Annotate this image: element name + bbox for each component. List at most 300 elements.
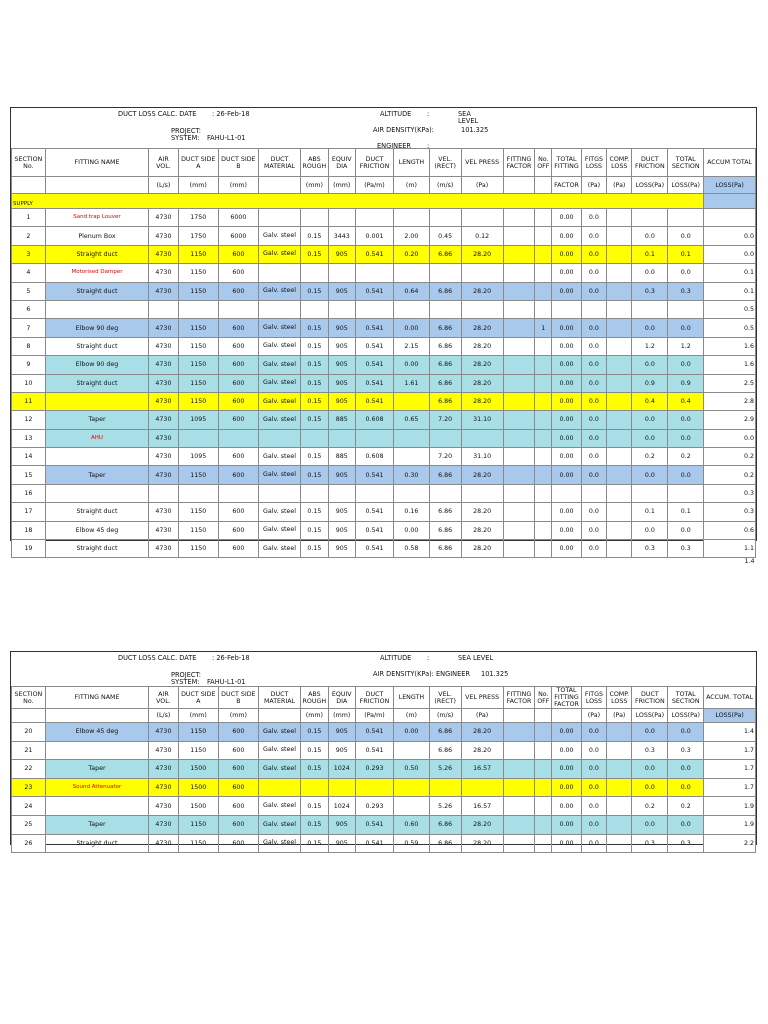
cell-velocity: 6.86 (429, 834, 461, 853)
cell-equiv-dia: 905 (328, 723, 355, 742)
cell-comp-loss (607, 484, 632, 502)
cell-velocity: 0.45 (429, 227, 461, 245)
table-row (12, 319, 756, 337)
cell-no-off (535, 540, 552, 558)
cell-duct-side-a: 1095 (178, 448, 218, 466)
cell-accum-total-loss: 1.7 (704, 741, 756, 760)
column-header-fitting-factor: FITTING FACTOR (503, 687, 535, 709)
cell-velocity (429, 429, 461, 447)
cell-duct-friction-loss (632, 484, 668, 502)
cell-fitting-name: Taper (45, 760, 148, 779)
cell-total-section-loss: 0.0 (668, 760, 704, 779)
cell-total-fitting-factor: 0.00 (552, 319, 582, 337)
cell-duct-material: Galv. steel (258, 227, 300, 245)
column-unit-fitting-name (45, 177, 148, 194)
cell-fittings-loss: 0.0 (581, 245, 606, 263)
column-header-duct-side-a: DUCT SIDE A (178, 687, 218, 709)
cell-accum-total-loss: 1.7 (704, 778, 756, 797)
cell-velocity (429, 264, 461, 282)
cell-accum-total-loss: 0.2 (704, 448, 756, 466)
cell-duct-material (258, 264, 300, 282)
cell-fittings-loss: 0.0 (581, 411, 606, 429)
cell-duct-side-a: 1095 (178, 411, 218, 429)
cell-no-off (535, 264, 552, 282)
column-unit-vel-press: (Pa) (461, 709, 503, 723)
cell-no-off (535, 245, 552, 263)
column-header-fitting-factor: FITTING FACTOR (503, 149, 535, 177)
cell-equiv-dia: 885 (328, 411, 355, 429)
cell-total-section-loss: 0.0 (668, 521, 704, 539)
cell-air-vol: 4730 (149, 778, 179, 797)
cell-accum-total-loss: 2.5 (704, 374, 756, 392)
column-header-no-off: No. OFF (535, 687, 552, 709)
cell-total-section-loss: 0.0 (668, 723, 704, 742)
cell-abs-rough (301, 778, 328, 797)
cell-velocity: 5.26 (429, 760, 461, 779)
cell-length: 0.58 (393, 540, 429, 558)
cell-duct-side-b: 600 (218, 503, 258, 521)
column-header-duct-friction: DUCT FRICTION (355, 149, 393, 177)
cell-section-no: 26 (12, 834, 46, 853)
cell-no-off (535, 466, 552, 484)
cell-duct-side-a: 1500 (178, 778, 218, 797)
column-unit-equiv-dia: (mm) (328, 177, 355, 194)
cell-duct-side-a: 1750 (178, 209, 218, 227)
cell-total-fitting-factor: 0.00 (552, 337, 582, 355)
cell-vel-press: 16.57 (461, 797, 503, 816)
cell-duct-material: Galv. steel (258, 540, 300, 558)
cell-empty (328, 558, 355, 566)
cell-section-no: 9 (12, 356, 46, 374)
cell-abs-rough: 0.15 (301, 540, 328, 558)
cell-air-vol: 4730 (149, 760, 179, 779)
cell-equiv-dia: 905 (328, 503, 355, 521)
cell-fitting-factor (503, 264, 535, 282)
cell-fitting-factor (503, 337, 535, 355)
cell-vel-press (461, 300, 503, 318)
cell-air-vol: 4730 (149, 741, 179, 760)
cell-length: 0.00 (393, 723, 429, 742)
cell-fittings-loss: 0.0 (581, 466, 606, 484)
system-label: SYSTEM: (171, 678, 200, 686)
cell-comp-loss (607, 411, 632, 429)
table-row (12, 760, 756, 779)
cell-equiv-dia (328, 300, 355, 318)
cell-duct-material (258, 429, 300, 447)
cell-length (393, 209, 429, 227)
cell-accum-total-loss: 0.2 (704, 466, 756, 484)
cell-abs-rough: 0.15 (301, 723, 328, 742)
cell-empty (632, 558, 668, 566)
cell-no-off (535, 392, 552, 410)
cell-section-no: 10 (12, 374, 46, 392)
supply-row (12, 194, 756, 209)
cell-duct-friction: 0.293 (355, 760, 393, 779)
cell-total-section-loss: 0.3 (668, 741, 704, 760)
cell-duct-side-a: 1150 (178, 282, 218, 300)
cell-air-vol: 4730 (149, 815, 179, 834)
cell-duct-friction: 0.541 (355, 834, 393, 853)
cell-total-fitting-factor: 0.00 (552, 448, 582, 466)
column-header-abs-rough: ABS ROUGH (301, 687, 328, 709)
column-header-total-fitting-factor: TOTAL FITTING FACTOR (552, 687, 582, 709)
cell-air-vol: 4730 (149, 411, 179, 429)
cell-section-no: 24 (12, 797, 46, 816)
air-density-value: 101.325 (461, 126, 489, 134)
cell-velocity: 6.86 (429, 356, 461, 374)
cell-total-section-loss: 0.0 (668, 778, 704, 797)
cell-air-vol: 4730 (149, 264, 179, 282)
cell-total-section-loss: 0.2 (668, 797, 704, 816)
cell-accum-total-loss: 2.8 (704, 392, 756, 410)
air-density-label: AIR DENSITY(KPa): (373, 126, 434, 134)
cell-fitting-factor (503, 209, 535, 227)
cell-length: 0.64 (393, 282, 429, 300)
column-header-duct-friction: DUCT FRICTION (355, 687, 393, 709)
cell-duct-material (258, 300, 300, 318)
cell-duct-friction-loss: 0.1 (632, 245, 668, 263)
cell-duct-friction-loss: 0.0 (632, 356, 668, 374)
cell-duct-side-a: 1150 (178, 392, 218, 410)
column-unit-duct-material (258, 177, 300, 194)
cell-equiv-dia (328, 484, 355, 502)
cell-duct-material: Galv. steel (258, 411, 300, 429)
cell-duct-side-b: 600 (218, 760, 258, 779)
cell-duct-friction (355, 209, 393, 227)
cell-accum-total-loss: 0.1 (704, 282, 756, 300)
table-row (12, 300, 756, 318)
duct-loss-sheet-2 (10, 651, 757, 845)
cell-comp-loss (607, 337, 632, 355)
column-header-equiv-dia: EQUIV DIA (328, 687, 355, 709)
cell-velocity (429, 209, 461, 227)
cell-velocity: 6.86 (429, 723, 461, 742)
cell-abs-rough (301, 264, 328, 282)
cell-no-off (535, 429, 552, 447)
cell-air-vol (149, 300, 179, 318)
table-row (12, 227, 756, 245)
column-header-equiv-dia: EQUIV DIA (328, 149, 355, 177)
cell-length (393, 778, 429, 797)
cell-fitting-factor (503, 282, 535, 300)
cell-air-vol: 4730 (149, 466, 179, 484)
cell-total-section-loss (668, 209, 704, 227)
cell-fitting-name: Elbow 45 deg (45, 521, 148, 539)
cell-duct-side-a: 1150 (178, 540, 218, 558)
cell-fitting-factor (503, 319, 535, 337)
cell-total-section-loss: 0.3 (668, 540, 704, 558)
cell-section-no: 4 (12, 264, 46, 282)
cell-duct-friction-loss: 0.0 (632, 429, 668, 447)
cell-equiv-dia: 1024 (328, 797, 355, 816)
cell-total-fitting-factor: 0.00 (552, 521, 582, 539)
cell-velocity: 7.20 (429, 411, 461, 429)
cell-equiv-dia: 905 (328, 356, 355, 374)
cell-no-off (535, 503, 552, 521)
column-unit-abs-rough: (mm) (301, 177, 328, 194)
column-header-air-vol: AIR VOL. (149, 687, 179, 709)
cell-equiv-dia: 905 (328, 392, 355, 410)
cell-fittings-loss: 0.0 (581, 337, 606, 355)
cell-duct-side-a: 1150 (178, 245, 218, 263)
cell-air-vol: 4730 (149, 521, 179, 539)
cell-total-fitting-factor: 0.00 (552, 778, 582, 797)
column-unit-fitting-name (45, 709, 148, 723)
cell-comp-loss (607, 209, 632, 227)
cell-velocity: 6.86 (429, 319, 461, 337)
cell-section-no: 1 (12, 209, 46, 227)
cell-duct-side-a: 1500 (178, 797, 218, 816)
column-header-total-section-loss: TOTAL SECTION (668, 149, 704, 177)
cell-duct-material: Galv. steel (258, 448, 300, 466)
cell-equiv-dia: 905 (328, 834, 355, 853)
cell-total-section-loss: 0.0 (668, 429, 704, 447)
cell-duct-material: Galv. steel (258, 521, 300, 539)
cell-length (393, 448, 429, 466)
column-unit-section-no (12, 177, 46, 194)
cell-accum-total-loss: 0.0 (704, 245, 756, 263)
cell-accum-total-loss: 0.0 (704, 227, 756, 245)
column-unit-fitting-factor (503, 177, 535, 194)
cell-length: 0.00 (393, 356, 429, 374)
cell-fitting-factor (503, 227, 535, 245)
cell-duct-material: Galv. steel (258, 723, 300, 742)
cell-fitting-factor (503, 815, 535, 834)
cell-accum-total-loss: 0.5 (704, 300, 756, 318)
cell-duct-friction: 0.541 (355, 282, 393, 300)
cell-comp-loss (607, 503, 632, 521)
cell-fitting-name: Motorised Damper (45, 264, 148, 282)
cell-duct-material: Galv. steel (258, 356, 300, 374)
cell-length: 0.65 (393, 411, 429, 429)
cell-duct-material (258, 778, 300, 797)
cell-fittings-loss: 0.0 (581, 264, 606, 282)
altitude-colon: : (427, 110, 430, 118)
cell-air-vol: 4730 (149, 282, 179, 300)
cell-velocity: 6.86 (429, 503, 461, 521)
duct-loss-table-1 (11, 148, 756, 565)
cell-duct-side-b: 600 (218, 356, 258, 374)
cell-vel-press: 28.20 (461, 741, 503, 760)
column-unit-duct-friction-loss: LOSS(Pa) (632, 177, 668, 194)
cell-total-section-loss: 0.0 (668, 227, 704, 245)
cell-length: 0.30 (393, 466, 429, 484)
cell-comp-loss (607, 429, 632, 447)
cell-fitting-name (45, 484, 148, 502)
cell-fitting-name: Elbow 45 deg (45, 723, 148, 742)
cell-comp-loss (607, 834, 632, 853)
cell-abs-rough (301, 300, 328, 318)
cell-comp-loss (607, 723, 632, 742)
cell-empty (503, 558, 535, 566)
column-header-fitting-name: FITTING NAME (45, 149, 148, 177)
cell-total-section-loss: 0.1 (668, 245, 704, 263)
cell-abs-rough: 0.15 (301, 797, 328, 816)
cell-duct-friction (355, 300, 393, 318)
cell-empty (607, 558, 632, 566)
cell-no-off (535, 374, 552, 392)
cell-fitting-factor (503, 484, 535, 502)
cell-fitting-name: Taper (45, 466, 148, 484)
cell-duct-material: Galv. steel (258, 392, 300, 410)
cell-empty (668, 558, 704, 566)
cell-total-section-loss: 0.0 (668, 264, 704, 282)
column-unit-velocity: (m/s) (429, 177, 461, 194)
cell-abs-rough: 0.15 (301, 815, 328, 834)
cell-abs-rough: 0.15 (301, 760, 328, 779)
cell-total-section-loss: 0.3 (668, 282, 704, 300)
cell-duct-friction (355, 484, 393, 502)
cell-empty (535, 558, 552, 566)
cell-fittings-loss: 0.0 (581, 503, 606, 521)
cell-duct-side-a: 1150 (178, 466, 218, 484)
cell-fitting-factor (503, 429, 535, 447)
cell-total-fitting-factor: 0.00 (552, 540, 582, 558)
cell-duct-friction-loss: 0.0 (632, 411, 668, 429)
cell-velocity: 6.86 (429, 337, 461, 355)
column-header-total-section-loss: TOTAL SECTION (668, 687, 704, 709)
cell-comp-loss (607, 540, 632, 558)
cell-duct-material: Galv. steel (258, 374, 300, 392)
cell-total-fitting-factor: 0.00 (552, 227, 582, 245)
column-unit-velocity: (m/s) (429, 709, 461, 723)
cell-duct-friction: 0.541 (355, 374, 393, 392)
cell-duct-side-a: 1150 (178, 356, 218, 374)
column-header-duct-material: DUCT MATERIAL (258, 149, 300, 177)
column-unit-total-fitting-factor (552, 709, 582, 723)
cell-total-section-loss: 0.0 (668, 466, 704, 484)
cell-equiv-dia (328, 209, 355, 227)
column-unit-fitting-factor (503, 709, 535, 723)
cell-length: 2.15 (393, 337, 429, 355)
cell-section-no: 13 (12, 429, 46, 447)
cell-comp-loss (607, 760, 632, 779)
table-row (12, 356, 756, 374)
cell-duct-side-b: 6000 (218, 227, 258, 245)
cell-fittings-loss: 0.0 (581, 778, 606, 797)
cell-duct-friction: 0.541 (355, 319, 393, 337)
cell-no-off: 1 (535, 319, 552, 337)
cell-total-fitting-factor: 0.00 (552, 815, 582, 834)
cell-length: 0.00 (393, 319, 429, 337)
cell-no-off (535, 356, 552, 374)
cell-section-no: 7 (12, 319, 46, 337)
cell-fittings-loss: 0.0 (581, 521, 606, 539)
cell-total-section-loss: 0.0 (668, 815, 704, 834)
cell-section-no: 11 (12, 392, 46, 410)
cell-total-section-loss: 0.3 (668, 834, 704, 853)
cell-fitting-name (45, 797, 148, 816)
system-value: FAHU-L1-01 (207, 678, 246, 686)
cell-fittings-loss: 0.0 (581, 356, 606, 374)
cell-no-off (535, 448, 552, 466)
cell-fitting-name: Straight duct (45, 374, 148, 392)
cell-total-section-loss: 0.9 (668, 374, 704, 392)
cell-total-fitting-factor: 0.00 (552, 466, 582, 484)
column-header-duct-friction-loss: DUCT FRICTION (632, 149, 668, 177)
cell-abs-rough: 0.15 (301, 741, 328, 760)
cell-duct-material: Galv. steel (258, 319, 300, 337)
cell-length (393, 741, 429, 760)
column-unit-duct-friction: (Pa/m) (355, 177, 393, 194)
cell-vel-press (461, 209, 503, 227)
cell-air-vol: 4730 (149, 392, 179, 410)
cell-equiv-dia: 905 (328, 374, 355, 392)
cell-vel-press: 28.20 (461, 245, 503, 263)
cell-section-no: 18 (12, 521, 46, 539)
cell-air-vol (149, 484, 179, 502)
column-unit-vel-press: (Pa) (461, 177, 503, 194)
cell-duct-material (258, 484, 300, 502)
cell-duct-material: Galv. steel (258, 834, 300, 853)
cell-total-section-loss (668, 300, 704, 318)
column-header-accum-total-loss: ACCUM TOTAL (704, 149, 756, 177)
cell-total-fitting-factor: 0.00 (552, 356, 582, 374)
cell-empty (461, 558, 503, 566)
cell-abs-rough: 0.15 (301, 448, 328, 466)
cell-velocity: 6.86 (429, 540, 461, 558)
cell-duct-side-a: 1150 (178, 319, 218, 337)
cell-length (393, 484, 429, 502)
cell-fitting-factor (503, 374, 535, 392)
cell-total-fitting-factor: 0.00 (552, 374, 582, 392)
cell-abs-rough: 0.15 (301, 392, 328, 410)
cell-velocity: 6.86 (429, 245, 461, 263)
cell-no-off (535, 337, 552, 355)
cell-no-off (535, 778, 552, 797)
cell-comp-loss (607, 466, 632, 484)
table-row (12, 282, 756, 300)
column-unit-equiv-dia: (mm) (328, 709, 355, 723)
cell-duct-friction-loss: 0.0 (632, 815, 668, 834)
cell-accum-total-loss: 0.3 (704, 484, 756, 502)
cell-accum-total-loss: 1.7 (704, 760, 756, 779)
cell-duct-friction (355, 264, 393, 282)
supply-label: SUPPLY (12, 194, 704, 209)
cell-section-no: 19 (12, 540, 46, 558)
cell-duct-friction: 0.541 (355, 540, 393, 558)
cell-fitting-name: Sound Attenuator (45, 778, 148, 797)
column-unit-length: (m) (393, 709, 429, 723)
cell-total-fitting-factor: 0.00 (552, 797, 582, 816)
cell-empty (178, 558, 218, 566)
cell-vel-press: 28.20 (461, 834, 503, 853)
air-density-label: AIR DENSITY(KPa): ENGINEER (373, 670, 470, 678)
cell-no-off (535, 227, 552, 245)
cell-air-vol: 4730 (149, 245, 179, 263)
cell-empty (393, 558, 429, 566)
engineer-label: ENGINEER (377, 142, 411, 150)
cell-vel-press (461, 484, 503, 502)
cell-duct-friction-loss: 0.4 (632, 392, 668, 410)
cell-duct-material: Galv. steel (258, 466, 300, 484)
column-header-comp-loss: COMP. LOSS (607, 687, 632, 709)
cell-air-vol: 4730 (149, 429, 179, 447)
cell-total-fitting-factor: 0.00 (552, 245, 582, 263)
column-unit-accum-total-loss: LOSS(Pa) (704, 177, 756, 194)
cell-total-fitting-factor: 0.00 (552, 411, 582, 429)
cell-duct-side-a: 1150 (178, 503, 218, 521)
cell-abs-rough: 0.15 (301, 227, 328, 245)
cell-duct-side-b: 600 (218, 723, 258, 742)
cell-duct-side-a: 1150 (178, 521, 218, 539)
column-unit-duct-friction: (Pa/m) (355, 709, 393, 723)
cell-air-vol: 4730 (149, 540, 179, 558)
cell-duct-friction: 0.608 (355, 448, 393, 466)
cell-duct-friction: 0.293 (355, 797, 393, 816)
table-row (12, 429, 756, 447)
project-label: PROJECT: (171, 127, 201, 135)
